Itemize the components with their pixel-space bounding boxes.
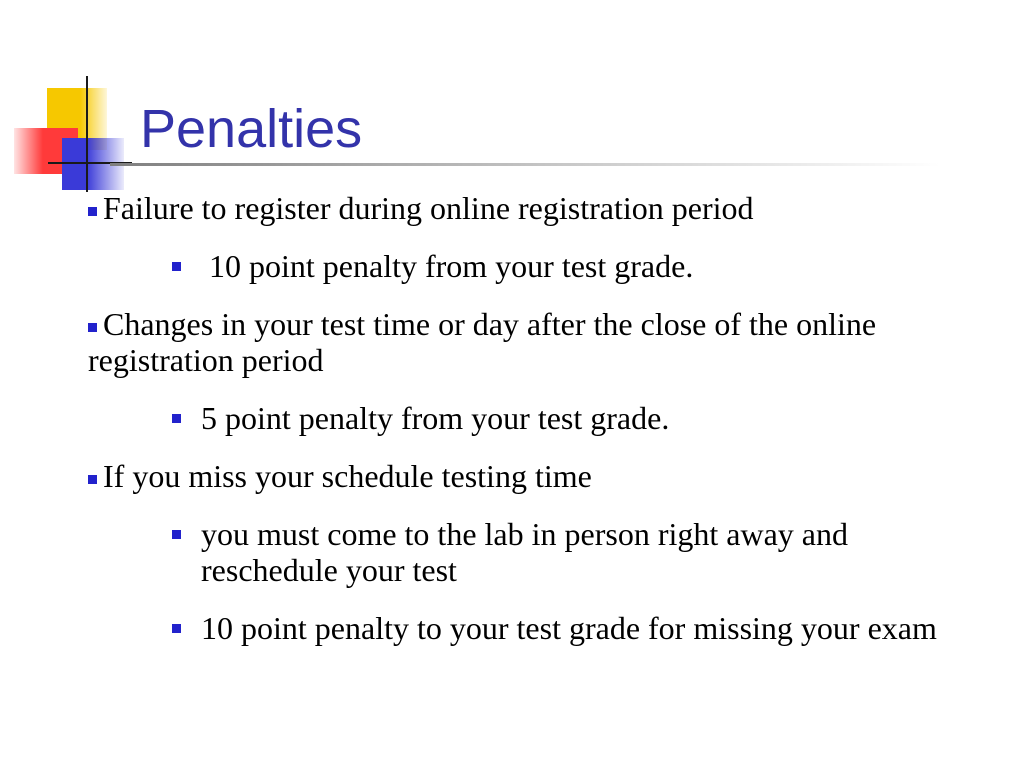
- bullet-item: [88, 458, 968, 494]
- sub-bullet-text: you must come to the lab in person right away and reschedule your test: [201, 516, 856, 588]
- bullet-text: Changes in your test time or day after the close of the online registration period: [88, 306, 877, 378]
- bullet-item: [88, 190, 968, 226]
- sub-bullet-text: 10 point penalty to your test grade for missing your exam: [201, 610, 937, 646]
- square-bullet-icon: [88, 207, 97, 216]
- sub-bullet-item: [172, 610, 968, 646]
- bullet-text: Failure to register during online registration period: [103, 190, 754, 226]
- sub-bullet-item: [172, 516, 968, 588]
- square-bullet-icon: [172, 262, 181, 271]
- title-underline: [110, 163, 940, 166]
- square-bullet-icon: [172, 530, 181, 539]
- slide-body: [88, 190, 968, 668]
- square-bullet-icon: [88, 323, 97, 332]
- vertical-line-decoration: [86, 76, 88, 192]
- square-bullet-icon: [88, 475, 97, 484]
- bullet-text: If you miss your schedule testing time: [103, 458, 592, 494]
- slide-title: Penalties: [140, 99, 363, 159]
- sub-bullet-item: [172, 248, 968, 284]
- corner-decoration: [0, 0, 160, 200]
- square-bullet-icon: [172, 414, 181, 423]
- sub-bullet-item: [172, 400, 968, 436]
- sub-bullet-text: 10 point penalty from your test grade.: [201, 248, 694, 284]
- square-bullet-icon: [172, 624, 181, 633]
- sub-bullet-text: 5 point penalty from your test grade.: [201, 400, 670, 436]
- bullet-item: [88, 306, 968, 378]
